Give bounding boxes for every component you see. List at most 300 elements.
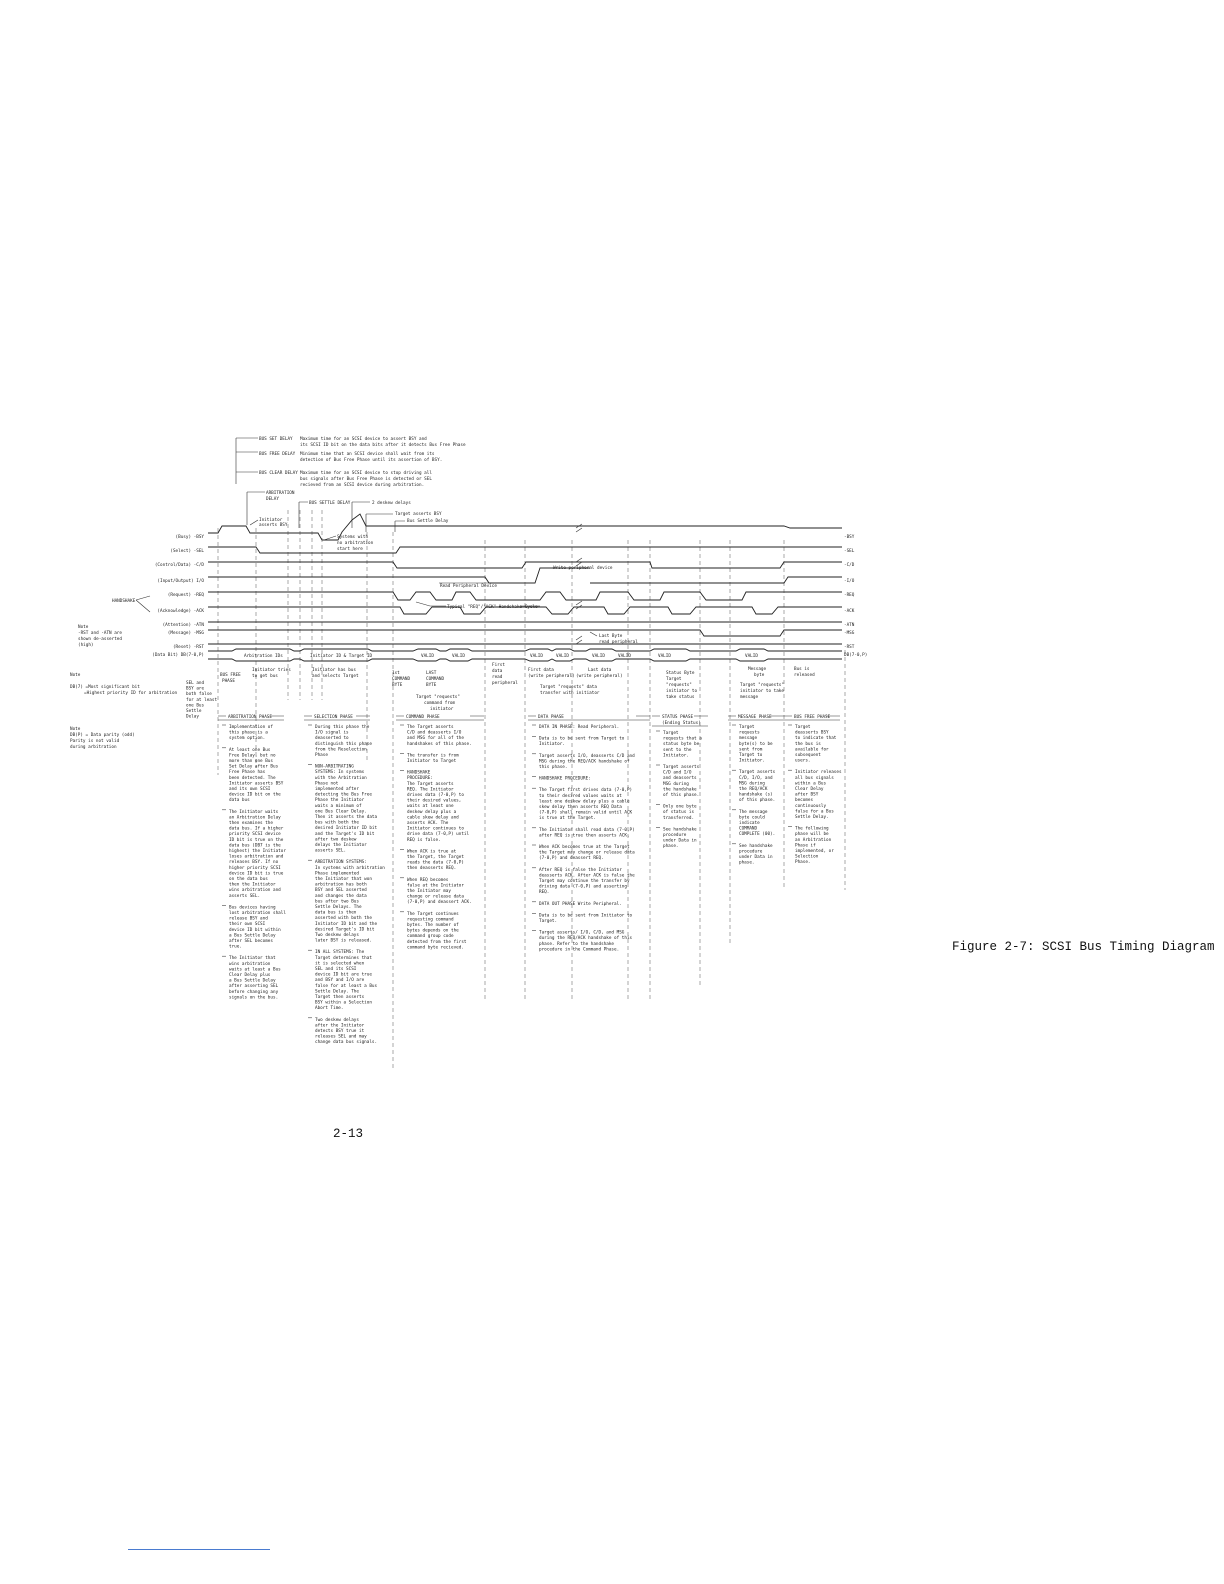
phase-item-text: Set Delay after Bus <box>229 764 279 770</box>
phase-item-text: Target may continue the transfer by <box>539 879 630 884</box>
phase-item-text: data bus <box>229 798 250 804</box>
phase-item-text: Free Delay, but no <box>229 753 276 759</box>
signal-label: (Attention) -ATN <box>162 623 204 628</box>
phase-item-text: REQ is false. <box>407 837 441 843</box>
systems-no-arb-label: Systems with <box>337 535 369 540</box>
phase-descriptions <box>186 680 842 1045</box>
status-byte-annotation: initiator to <box>666 689 698 694</box>
phase-item-text: The Target first drives data (7-0,P) <box>539 788 633 794</box>
phase-item-text: ID bit is true on the <box>229 837 284 843</box>
phase-item-text: COMPLETE (00). <box>739 832 776 838</box>
phase-item-text: false for at least a Bus <box>315 983 378 989</box>
bus-released-annotation: Bus is <box>794 667 810 672</box>
def-line: its SCSI ID bit on the data bits after it detects Bus Free Phase <box>300 443 466 448</box>
valid-label: VALID <box>745 654 758 659</box>
phase-item-text: I/O signal is <box>315 730 349 736</box>
phase-item-text: within a Bus <box>795 781 827 787</box>
signal-right-label: -ACK <box>844 609 855 614</box>
phase-item-text: message <box>739 736 758 742</box>
phase-item-text: Initiator releases <box>795 770 842 776</box>
phase-item-text: C/D, I/O, and <box>739 775 773 781</box>
phase-item-text: REQ. The Initiator <box>407 787 454 793</box>
phase-item-text: DATA OUT PHASE Write Peripheral. <box>539 901 622 907</box>
phase-item-text: The following <box>795 826 829 832</box>
phase-item-text: it is selected when <box>315 961 365 967</box>
signal-right-label: -RST <box>844 645 855 650</box>
phase-item-text: command byte recieved. <box>407 945 464 951</box>
phase-item-text: phase. <box>663 844 679 850</box>
signal-right-label: -I/O <box>844 579 855 584</box>
valid-label: VALID <box>592 654 605 659</box>
footnote-rule <box>128 1549 270 1550</box>
phase-item-text: Data is to be sent from Target to <box>539 736 625 742</box>
phase-title: STATUS PHASE <box>662 715 694 720</box>
phase-item-text: drive data (7-0,P) until <box>407 832 470 838</box>
page-number: 2-13 <box>333 1127 364 1141</box>
phase-item-text: phase. <box>739 860 755 866</box>
arbitration-ids-label: Arbitration IDs <box>244 654 283 659</box>
phase-item-text: with the Arbitration <box>315 775 367 781</box>
bus-settle-delay-2-label: Bus Settle Delay <box>407 519 449 524</box>
phase-item-text: Initiator asserts BSY <box>229 781 284 787</box>
phase-item-text: device ID bit on the <box>229 792 281 798</box>
phase-item-text: continuously <box>795 803 827 809</box>
target-requests-data-annotation: Target "requests" data <box>540 685 597 690</box>
signal-right-label: -ATN <box>844 623 855 628</box>
write-peripheral-label: Write peripheral device <box>553 566 613 571</box>
phase-item-text: data bus. If a higher <box>229 826 284 832</box>
target-requests-cmd-annotation: initiator <box>430 707 454 712</box>
note-db7: Note <box>70 673 81 678</box>
phase-item-text: Phase. <box>795 860 811 866</box>
signal-label: (Request) -REQ <box>167 593 204 598</box>
systems-no-arb-label: no arbitration <box>337 541 374 546</box>
note-db7: =Highest priority ID for arbitration <box>84 691 178 696</box>
phase-item-text: detects BSY true it <box>315 1029 365 1034</box>
phase-item-text: Target <box>663 731 679 736</box>
sel-bsy-note: SEL and <box>186 681 205 686</box>
phase-item-text: Settle Delay. <box>795 815 829 820</box>
phase-item-text: requesting command <box>407 917 454 923</box>
phase-item-text: loses arbitration and <box>229 854 284 860</box>
phase-item-text: MSG during <box>663 781 689 787</box>
def-term-bus-set-delay: BUS SET DELAY <box>259 437 293 442</box>
phase-item-text: IN ALL SYSTEMS: The <box>315 950 365 956</box>
phase-item-text: the bus is <box>795 741 821 747</box>
phase-title: BUS FREE PHASE <box>794 715 831 720</box>
phase-item-text: requests <box>739 730 760 736</box>
phase-item-text: from the Reselection <box>315 747 367 753</box>
phase-item-text: distinguish this phase <box>315 741 372 747</box>
phase-item-text: procedure <box>663 833 687 838</box>
phase-item-text: wins arbitration and <box>229 888 281 894</box>
first-data-read-annotation: data <box>492 669 503 674</box>
phase-item-text: the Target, the Target <box>407 855 464 860</box>
phase-item-text: their own SCSI <box>229 922 266 928</box>
cmd-last-annotation: COMMAND <box>426 677 445 682</box>
signal-labels <box>112 534 867 658</box>
phase-item-text: an Arbitration <box>795 837 832 843</box>
phase-item-text: status byte be <box>663 742 700 748</box>
def-line: Maximum time for an SCSI device to assert BSY and <box>300 437 427 442</box>
phase-item-text: delays the Initiator <box>315 843 367 848</box>
sel-bsy-note: BSY are <box>186 686 205 692</box>
def-line: Maximum time for an SCSI device to stop driving all <box>300 471 432 476</box>
phase-item-text: this phase. <box>539 765 568 770</box>
phase-item-text: Data is to be sent from Initiator to <box>539 913 633 919</box>
signal-label: (Message) -MSG <box>167 631 204 636</box>
valid-label: VALID <box>658 654 671 659</box>
status-byte-annotation: Target <box>666 677 682 682</box>
target-requests-cmd-annotation: command from <box>424 701 456 706</box>
target-requests-data-annotation: transfer with initiator <box>540 691 600 696</box>
phase-item-text: after BSY <box>795 792 819 798</box>
phase-item-text: Target determines that <box>315 955 372 961</box>
phase-item-text: C/D and deasserts I/O <box>407 730 462 736</box>
phase-item-text: Target asserts/ I/O, C/D, and MSG <box>539 930 625 936</box>
note-dbp: Note <box>70 727 81 732</box>
phase-item-text: deskew delay plus a <box>407 809 457 815</box>
signal-right-label: -C/D <box>844 563 855 568</box>
cmd-last-annotation: LAST <box>426 671 437 676</box>
target-requests-msg-annotation: Target "requests" <box>740 683 784 688</box>
phase-item-text: HANDSHAKE <box>407 770 431 776</box>
signal-label: (Data Bit) DB(7-0,P) <box>152 653 204 658</box>
last-data-write-annotation: Last data <box>588 668 612 673</box>
last-data-write-annotation: (write peripheral) <box>576 674 623 679</box>
phase-item-text: sent from <box>739 747 763 753</box>
phase-item-text: Phase the Initiator <box>315 798 365 804</box>
phase-item-text: Implementation of <box>229 725 273 730</box>
phase-item-text: During this phase the <box>315 725 370 730</box>
phase-item-text: bus after two Bus <box>315 899 359 905</box>
phase-item-text: later BSY is released. <box>315 938 372 944</box>
phase-item-text: more than one Bus <box>229 759 273 764</box>
phase-item-text: waits at least one <box>407 804 454 810</box>
phase-item-text: system option. <box>229 736 266 742</box>
phase-item-text: Settle Delays. The <box>315 905 362 910</box>
phase-item-text: implemented after <box>315 787 359 792</box>
def-line: bus signals after Bus Free Phase is detected or SEL <box>300 477 432 482</box>
phase-item-text: MSG during the REQ/ACK handshake of <box>539 759 630 765</box>
def-term-bus-clear-delay: BUS CLEAR DELAY <box>259 471 298 476</box>
deskew-label: 2 deskew delays <box>372 501 411 506</box>
phase-item-text: reads the data (7-0,P) <box>407 860 464 866</box>
first-data-read-annotation: peripheral <box>492 681 518 686</box>
sel-bsy-note: one Bus <box>186 703 205 709</box>
phase-item-text: becomes <box>795 798 814 804</box>
phase-item-text: Initiator ID bit and the <box>315 921 378 927</box>
initiator-asserts-bsy-label: asserts BSY <box>259 523 288 528</box>
first-data-write-annotation: First data <box>528 668 554 673</box>
phase-item-text: PROCEDURE: <box>407 776 433 782</box>
first-data-read-annotation: read <box>492 675 503 680</box>
phase-title: ARBITRATION PHASE <box>228 715 272 720</box>
timing-callouts <box>247 490 449 552</box>
initiator-asserts-bsy-label: Initiator <box>259 518 283 523</box>
phase-item-text: then deasserts REQ. <box>407 866 457 872</box>
phase-item-text: (7-0,P) and deassert REQ. <box>539 856 604 862</box>
initiator-target-ids-label: Initiator ID & Target ID <box>310 654 373 659</box>
phase-item-text: Initiator continues to <box>407 826 464 832</box>
phase-item-text: Two deskew delays <box>315 933 359 938</box>
phase-item-text: indicate <box>739 821 760 826</box>
valid-label: VALID <box>618 654 631 659</box>
phase-item-text: Initiator to Target <box>407 759 457 764</box>
arbitration-delay-label: DELAY <box>266 497 279 502</box>
phase-item-text: after REQ is true then asserts ACK. <box>539 833 630 839</box>
phase-item-text: data bus is then <box>315 910 357 916</box>
signal-right-label: -BSY <box>844 535 855 540</box>
phase-item-text: the REQ/ACK <box>739 787 768 792</box>
phase-item-text: is true at the Target. <box>539 816 596 822</box>
phase-item-text: the Initiator may <box>407 889 451 894</box>
phase-item-text: device ID bit within <box>229 927 281 933</box>
phase-item-text: to indicate that <box>795 736 837 742</box>
definitions <box>236 436 466 488</box>
signal-right-label: -MSG <box>844 631 855 636</box>
signal-label: (Busy) -BSY <box>175 535 204 540</box>
phase-item-text: then examines the <box>229 821 273 826</box>
valid-label: VALID <box>530 654 543 659</box>
phase-item-text: Target to <box>739 753 763 758</box>
phase-title: MESSAGE PHASE <box>738 715 772 720</box>
signal-label: (Reset) -RST <box>172 645 204 650</box>
signal-right-label: -SEL <box>844 549 855 554</box>
initiator-tries-annotation: Initiator tries <box>252 668 291 673</box>
bus-released-annotation: released <box>794 673 815 678</box>
phase-item-text: SEL and its SCSI <box>315 967 357 972</box>
db-waveform-top <box>208 649 842 651</box>
bsy-waveform <box>208 514 842 540</box>
phase-item-text: The Initiator shall read data (7-0,P) <box>539 827 635 833</box>
phase-item-text: The Target continues <box>407 911 459 917</box>
note-rst-atn: -RST and -ATN are <box>78 631 122 636</box>
phase-title: DATA PHASE <box>538 715 564 720</box>
phase-item-text: data bus (DB7 is the <box>229 843 281 849</box>
phase-item-text: highest) the Initiator <box>229 849 286 854</box>
phase-item-text: device ID bit are true <box>315 972 372 978</box>
phase-item-text: In systems with arbitration <box>315 865 385 871</box>
phase-item-text: a Bus Settle Delay <box>229 978 276 984</box>
phase-item-text: SYSTEMS: In systems <box>315 770 365 776</box>
phase-item-text: phase will be <box>795 832 829 838</box>
status-byte-annotation: Status Byte <box>666 671 695 676</box>
phase-item-text: asserts SEL. <box>315 848 347 854</box>
phase-item-text: arbitration has both <box>315 882 367 888</box>
phase-item-text: sent to the <box>663 747 692 753</box>
phase-item-text: The Initiator waits <box>229 809 279 815</box>
first-data-write-annotation: (write peripheral) <box>528 674 575 679</box>
phase-item-text: C/D and I/O <box>663 770 692 776</box>
phase-item-text: bytes. The number of <box>407 923 459 928</box>
cmd-1st-annotation: COMMAND <box>392 677 411 682</box>
signal-label: (Select) -SEL <box>170 549 204 554</box>
phase-item-text: this phase is a <box>229 730 268 736</box>
phase-item-text: byte could <box>739 815 765 821</box>
signal-label: (Acknowledge) -ACK <box>157 609 204 614</box>
message-byte-annotation: Message <box>748 667 767 672</box>
phase-item-text: asserts SEL. <box>229 893 261 899</box>
bus-settle-delay-label: BUS SETTLE DELAY <box>309 501 351 506</box>
phase-item-text: HANDSHAKE PROCEDURE: <box>539 776 591 782</box>
phase-item-text: Target asserts <box>663 765 700 770</box>
phase-item-text: At least one Bus <box>229 747 271 753</box>
phase-item-text: Phase <box>315 753 328 758</box>
phase-item-text: and deasserts <box>663 776 697 782</box>
phase-item-text: See handshake <box>663 827 697 833</box>
note-rst-atn: shown de-asserted <box>78 637 122 642</box>
phase-item-text: waits at least a Bus <box>229 967 281 973</box>
signal-label: (Control/Data) -C/D <box>154 563 204 568</box>
phase-item-text: Free Phase has <box>229 770 266 776</box>
phase-item-text: Target. <box>539 919 558 924</box>
phase-item-text: the handshake <box>663 787 697 793</box>
valid-label: VALID <box>556 654 569 659</box>
phase-item-text: asserted with both the <box>315 916 372 922</box>
phase-item-text: COMMAND <box>739 826 758 832</box>
phase-item-text: waits a minimum of <box>315 803 362 809</box>
phase-item-text: releases SEL and may <box>315 1034 367 1040</box>
phase-item-text: on the data bus <box>229 877 268 882</box>
phase-item-text: transferred. <box>663 815 695 821</box>
valid-label: VALID <box>421 654 434 659</box>
phase-item-text: Target asserts <box>739 770 776 776</box>
phase-item-text: the Initiator that won <box>315 877 372 882</box>
phase-title: COMMAND PHASE <box>406 715 440 720</box>
phase-item-text: after two deskew <box>315 837 357 843</box>
status-byte-annotation: "requests" <box>666 683 692 688</box>
phase-item-text: The Target asserts <box>407 725 454 730</box>
phase-item-text: priority SCSI device <box>229 832 281 838</box>
phase-item-text: (7-0,P) shall remain valid until ACK <box>539 810 633 816</box>
phase-item-text: and MSG for all of the <box>407 736 464 742</box>
phase-item-text: detected from the first <box>407 939 467 945</box>
phase-item-text: an Arbitration Delay <box>229 815 281 821</box>
phase-item-text: signals on the bus. <box>229 995 279 1001</box>
note-dbp: DB(P) = Data parity (odd) <box>70 733 135 738</box>
phase-item-text: Abort Time. <box>315 1006 344 1012</box>
phase-item-text: during the REQ/ACK handshake of this <box>539 936 633 942</box>
phase-item-text: bus with both the <box>315 820 359 826</box>
phase-item-text: of status is <box>663 810 695 816</box>
phase-item-text: of this phase. <box>663 793 700 798</box>
note-rst-atn: (high) <box>78 643 94 648</box>
typical-handshake-label: Typical "REQ"/"ACK" Handshake Cycle <box>447 605 538 610</box>
note-dbp: Parity is not valid <box>70 739 120 744</box>
phase-item-text: skew delay then asserts REQ Data <box>539 805 622 810</box>
phase-item-text: See handshake <box>739 843 773 849</box>
phase-item-text: Clear Delay <box>795 787 824 792</box>
side-notes <box>70 624 178 750</box>
target-requests-cmd-annotation: Target "requests" <box>416 695 460 700</box>
bus-free-annotation: BUS FREE <box>220 673 241 678</box>
phase-item-text: requests that a <box>663 736 702 742</box>
phase-item-text: command group code <box>407 934 454 940</box>
phase-item-text: all bus signals <box>795 775 834 781</box>
phase-item-text: lost arbitration shall <box>229 911 286 916</box>
phase-item-text: Bus devices having <box>229 905 276 911</box>
phase-item-text: The Target asserts <box>407 781 454 787</box>
target-requests-msg-annotation: initiator to take <box>740 689 784 694</box>
phase-item-text: releases BSY. If no <box>229 860 279 866</box>
phase-item-text: false for a Bus <box>795 809 834 815</box>
phase-item-text: The transfer is from <box>407 753 459 759</box>
phase-item-text: and BSY and I/O are <box>315 978 365 984</box>
sel-bsy-note: for at least <box>186 697 218 703</box>
phase-item-text: drives data (7-0,P) to <box>407 793 464 798</box>
phase-item-text: a Bus Settle Delay <box>229 933 276 939</box>
status-byte-annotation: take status <box>666 695 695 700</box>
phase-item-text: After REQ is false the Initiator <box>539 867 622 873</box>
phase-item-text: (7-0,P) and deassert ACK. <box>407 900 472 906</box>
sel-bsy-note: Delay <box>186 714 199 720</box>
phase-item-text: before changing any <box>229 989 279 995</box>
phase-item-text: of this phase. <box>739 798 776 804</box>
signal-right-label: -REQ <box>844 593 855 598</box>
valid-label: VALID <box>452 654 465 659</box>
phase-item-text: under Data in <box>663 838 697 844</box>
phase-item-text: deasserts ACK. After ACK is false the <box>539 873 635 879</box>
phase-item-text: Initiator. <box>663 753 689 759</box>
data-bus-labels <box>244 653 758 659</box>
phase-item-text: true. <box>229 944 242 950</box>
phase-item-text: higher priority SCSI <box>229 865 281 871</box>
bus-annotations <box>220 662 815 712</box>
handshake-label: HANDSHAKE <box>112 599 136 604</box>
phase-item-text: and changes the data <box>315 893 367 899</box>
initiator-has-bus-annotation: and selects Target <box>312 674 359 679</box>
phase-item-text: Only one byte <box>663 804 697 810</box>
note-rst-atn: Note <box>78 625 89 630</box>
phase-item-text: Target then asserts <box>315 995 365 1000</box>
arbitration-delay-label: ARBITRATION <box>266 491 295 496</box>
phase-item-text: after SEL becomes <box>229 939 273 944</box>
sel-bsy-note: Settle <box>186 709 202 714</box>
phase-item-text: one Bus Clear Delay. <box>315 809 367 815</box>
phase-item-text: byte(s) to be <box>739 741 773 747</box>
read-peripheral-label: Read Peripheral Device <box>440 584 497 589</box>
phase-item-text: then the Initiator <box>229 882 276 888</box>
phase-item-text: procedure in the Command Phase. <box>539 947 620 953</box>
phase-item-text: MSG during <box>739 781 765 787</box>
phase-item-text: Two deskew delays <box>315 1017 359 1023</box>
phase-item-text: The message <box>739 809 768 815</box>
bus-free-annotation: PHASE <box>222 679 235 684</box>
phase-item-text: BSY within a Selection <box>315 1000 372 1006</box>
initiator-has-bus-annotation: Initiator has bus <box>312 668 356 673</box>
phase-item-text: under Data in <box>739 855 773 860</box>
phase-item-text: after the Initiator <box>315 1023 365 1029</box>
phase-item-text: asserts ACK. The <box>407 821 449 826</box>
phase-item-text: When REQ becomes <box>407 877 449 883</box>
phase-item-text: DATA IN PHASE: Read Peripheral. <box>539 725 620 730</box>
phase-item-text: subsequent <box>795 753 821 758</box>
phase-item-text: phase. Refer to the handshake <box>539 941 615 947</box>
phase-item-text: to their desired values waits at <box>539 793 622 799</box>
def-line: Minimum time that an SCSI device shall wait from its <box>300 452 435 457</box>
cmd-1st-annotation: BYTE <box>392 683 403 688</box>
last-byte-label: read peripheral <box>599 640 638 645</box>
phase-item-text: and its own SCSI <box>229 787 271 792</box>
initiator-tries-annotation: to get bus <box>252 674 278 679</box>
cmd-last-annotation: BYTE <box>426 683 437 688</box>
phase-item-text: change or release data <box>407 894 464 900</box>
phase-item-text: The Initiator that <box>229 956 276 962</box>
phase-item-text: cable skew delay and <box>407 815 459 821</box>
phase-item-text: Phase if <box>795 843 816 849</box>
phase-item-text: users. <box>795 758 811 764</box>
